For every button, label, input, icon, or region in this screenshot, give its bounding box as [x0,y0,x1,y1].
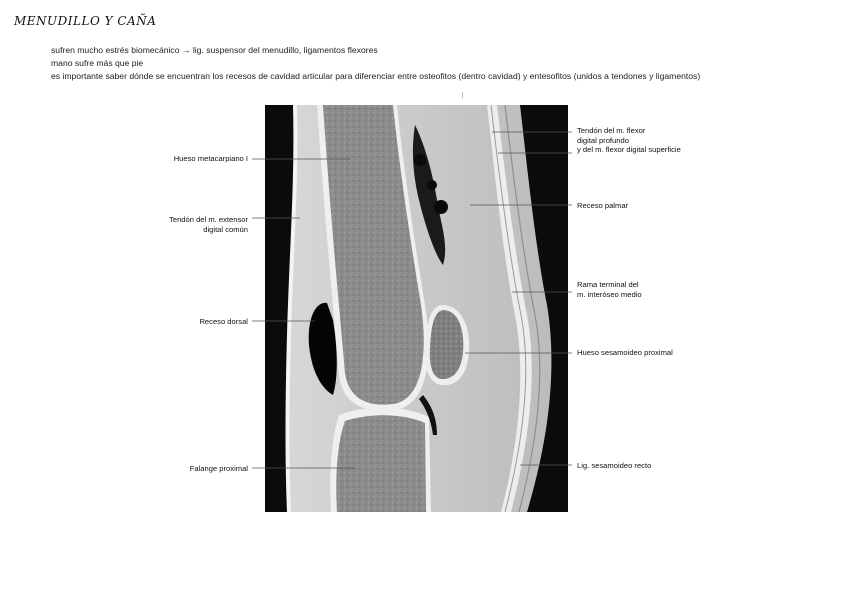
note-line: mano sufre más que pie [51,58,144,68]
label-text: digital común [203,224,248,234]
label-interosseous-branch [577,280,707,299]
label-metacarpal-bone [140,154,248,164]
note-line: es importante saber dónde se encuentran los recesos de cavidad articular para diferenciar entre osteofitos (dentro cavidad) y entesofitos (unidos a tendones y ligamentos) [51,71,701,81]
label-dorsal-recess [140,317,248,327]
notes-block [51,44,700,83]
label-text: digital profundo [577,135,629,145]
label-text: Receso dorsal [199,317,248,326]
anatomy-figure [140,92,708,516]
label-palmar-recess [577,201,707,211]
page-title: MENUDILLO Y CAÑA [14,14,157,28]
label-text: Lig. sesamoideo recto [577,461,652,470]
label-text: y del m. flexor digital superficie [577,145,681,154]
label-text: Hueso sesamoideo proximal [577,348,673,357]
label-extensor-tendon [140,215,248,234]
label-text: Hueso metacarpiano I [173,154,248,163]
label-flexor-tendon [577,126,707,155]
label-text: m. interóseo medio [577,289,642,299]
label-proximal-sesamoid [577,348,707,358]
note-line: sufren mucho estrés biomecánico → lig. suspensor del menudillo, ligamentos flexores [51,45,378,55]
label-straight-sesamoidean-ligament [577,461,707,471]
label-text: Falange proximal [189,464,248,473]
label-text: Tendón del m. extensor [169,215,248,224]
label-text: Tendón del m. flexor [577,126,646,135]
label-text: Receso palmar [577,201,629,210]
label-proximal-phalanx [140,464,248,474]
label-text: Rama terminal del [577,280,639,289]
